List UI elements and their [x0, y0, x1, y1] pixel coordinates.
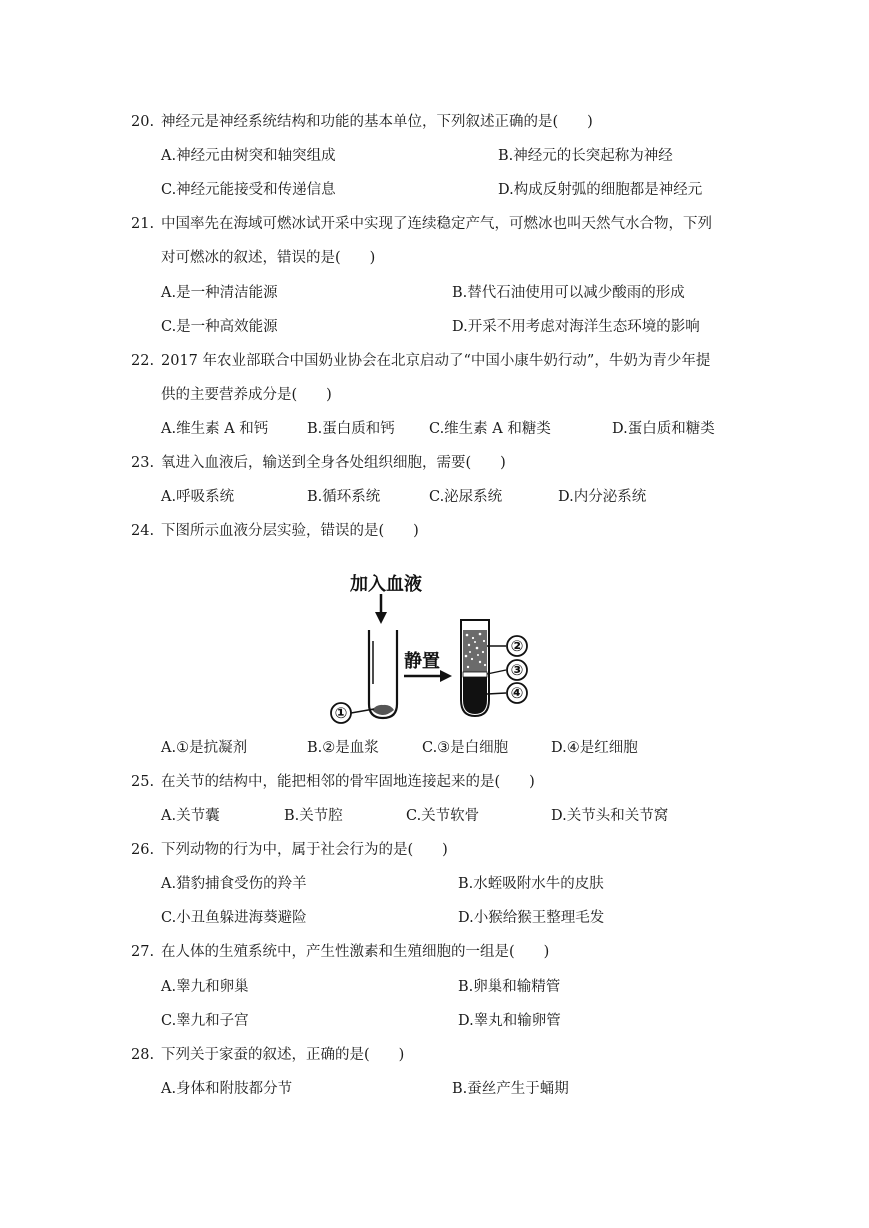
option-c: C.泌尿系统 [429, 489, 503, 505]
figure-arrow-label: 静置 [404, 651, 440, 672]
option-b: B.蚕丝产生于蛹期 [452, 1081, 569, 1097]
figure-top-label: 加入血液 [350, 574, 422, 595]
marker-3: ③ [510, 661, 524, 679]
question-stem-continued: 对可燃冰的叙述，错误的是( ) [161, 250, 376, 266]
red-cell-layer [463, 677, 487, 714]
white-cell-layer [463, 672, 487, 677]
rest-arrow-head [440, 670, 452, 682]
question-23 [131, 453, 506, 473]
option-a: A.身体和附肢都分节 [161, 1081, 293, 1097]
question-number: 27. [131, 944, 155, 960]
question-number: 25. [131, 774, 155, 790]
question-stem: 在人体的生殖系统中，产生性激素和生殖细胞的一组是( ) [161, 944, 550, 960]
option-d: D.睾丸和输卵管 [458, 1013, 561, 1029]
marker-4-leader [487, 693, 506, 694]
question-21 [131, 214, 712, 234]
option-c: C.维生素 A 和糖类 [429, 421, 551, 437]
option-d: D.构成反射弧的细胞都是神经元 [498, 182, 703, 198]
option-d: D.内分泌系统 [558, 489, 647, 505]
option-c: C.③是白细胞 [422, 740, 509, 756]
option-c: C.是一种高效能源 [161, 319, 278, 335]
option-d: D.蛋白质和糖类 [612, 421, 715, 437]
option-d: D.④是红细胞 [551, 740, 638, 756]
option-b: B.②是血浆 [307, 740, 379, 756]
option-c: C.神经元能接受和传递信息 [161, 182, 336, 198]
option-d: D.关节头和关节窝 [551, 808, 669, 824]
question-24 [131, 521, 419, 541]
option-c: C.关节软骨 [406, 808, 480, 824]
question-stem: 下列关于家蚕的叙述，正确的是( ) [161, 1047, 405, 1063]
marker-1: ① [334, 704, 348, 722]
question-20 [131, 112, 593, 132]
question-22 [131, 351, 710, 371]
option-b: B.替代石油使用可以减少酸雨的形成 [452, 285, 685, 301]
question-number: 20. [131, 114, 155, 130]
option-d: D.小猴给猴王整理毛发 [458, 910, 605, 926]
option-a: A.①是抗凝剂 [161, 740, 248, 756]
anticoagulant-sediment [372, 705, 394, 715]
option-a: A.是一种清洁能源 [161, 285, 278, 301]
question-stem: 在关节的结构中，能把相邻的骨牢固地连接起来的是( ) [161, 774, 535, 790]
question-28 [131, 1045, 404, 1065]
option-b: B.水蛭吸附水牛的皮肤 [458, 876, 604, 892]
option-a: A.呼吸系统 [161, 489, 235, 505]
option-b: B.蛋白质和钙 [307, 421, 395, 437]
question-stem: 2017 年农业部联合中国奶业协会在北京启动了“中国小康牛奶行动”，牛奶为青少年提 [161, 353, 711, 369]
blood-layering-figure [320, 566, 550, 726]
option-b: B.卵巢和输精管 [458, 979, 561, 995]
question-stem-continued: 供的主要营养成分是( ) [161, 387, 332, 403]
question-27 [131, 942, 549, 962]
option-b: B.神经元的长突起称为神经 [498, 148, 673, 164]
option-a: A.睾九和卵巢 [161, 979, 249, 995]
question-stem: 氧进入血液后，输送到全身各处组织细胞，需要( ) [161, 455, 506, 471]
add-arrow-head [375, 612, 387, 624]
option-b: B.关节腔 [284, 808, 343, 824]
question-stem: 下列动物的行为中，属于社会行为的是( ) [161, 842, 448, 858]
option-a: A.关节囊 [161, 808, 220, 824]
question-25 [131, 772, 535, 792]
marker-4: ④ [510, 684, 524, 702]
blood-layering-diagram [320, 566, 550, 726]
question-number: 24. [131, 523, 155, 539]
question-number: 28. [131, 1047, 155, 1063]
marker-2: ② [510, 637, 524, 655]
question-stem: 中国率先在海域可燃冰试开采中实现了连续稳定产气，可燃冰也叫天然气水合物，下列 [161, 216, 712, 232]
option-b: B.循环系统 [307, 489, 381, 505]
option-a: A.猎豹捕食受伤的羚羊 [161, 876, 307, 892]
question-number: 21. [131, 216, 155, 232]
question-number: 26. [131, 842, 155, 858]
option-d: D.开采不用考虑对海洋生态环境的影响 [452, 319, 700, 335]
question-stem: 下图所示血液分层实验，错误的是( ) [161, 523, 419, 539]
option-a: A.维生素 A 和钙 [161, 421, 269, 437]
option-c: C.睾九和子宫 [161, 1013, 249, 1029]
option-c: C.小丑鱼躲进海葵避险 [161, 910, 307, 926]
question-stem: 神经元是神经系统结构和功能的基本单位，下列叙述正确的是( ) [161, 114, 593, 130]
option-a: A.神经元由树突和轴突组成 [161, 148, 336, 164]
question-26 [131, 840, 448, 860]
question-number: 22. [131, 353, 155, 369]
question-number: 23. [131, 455, 155, 471]
